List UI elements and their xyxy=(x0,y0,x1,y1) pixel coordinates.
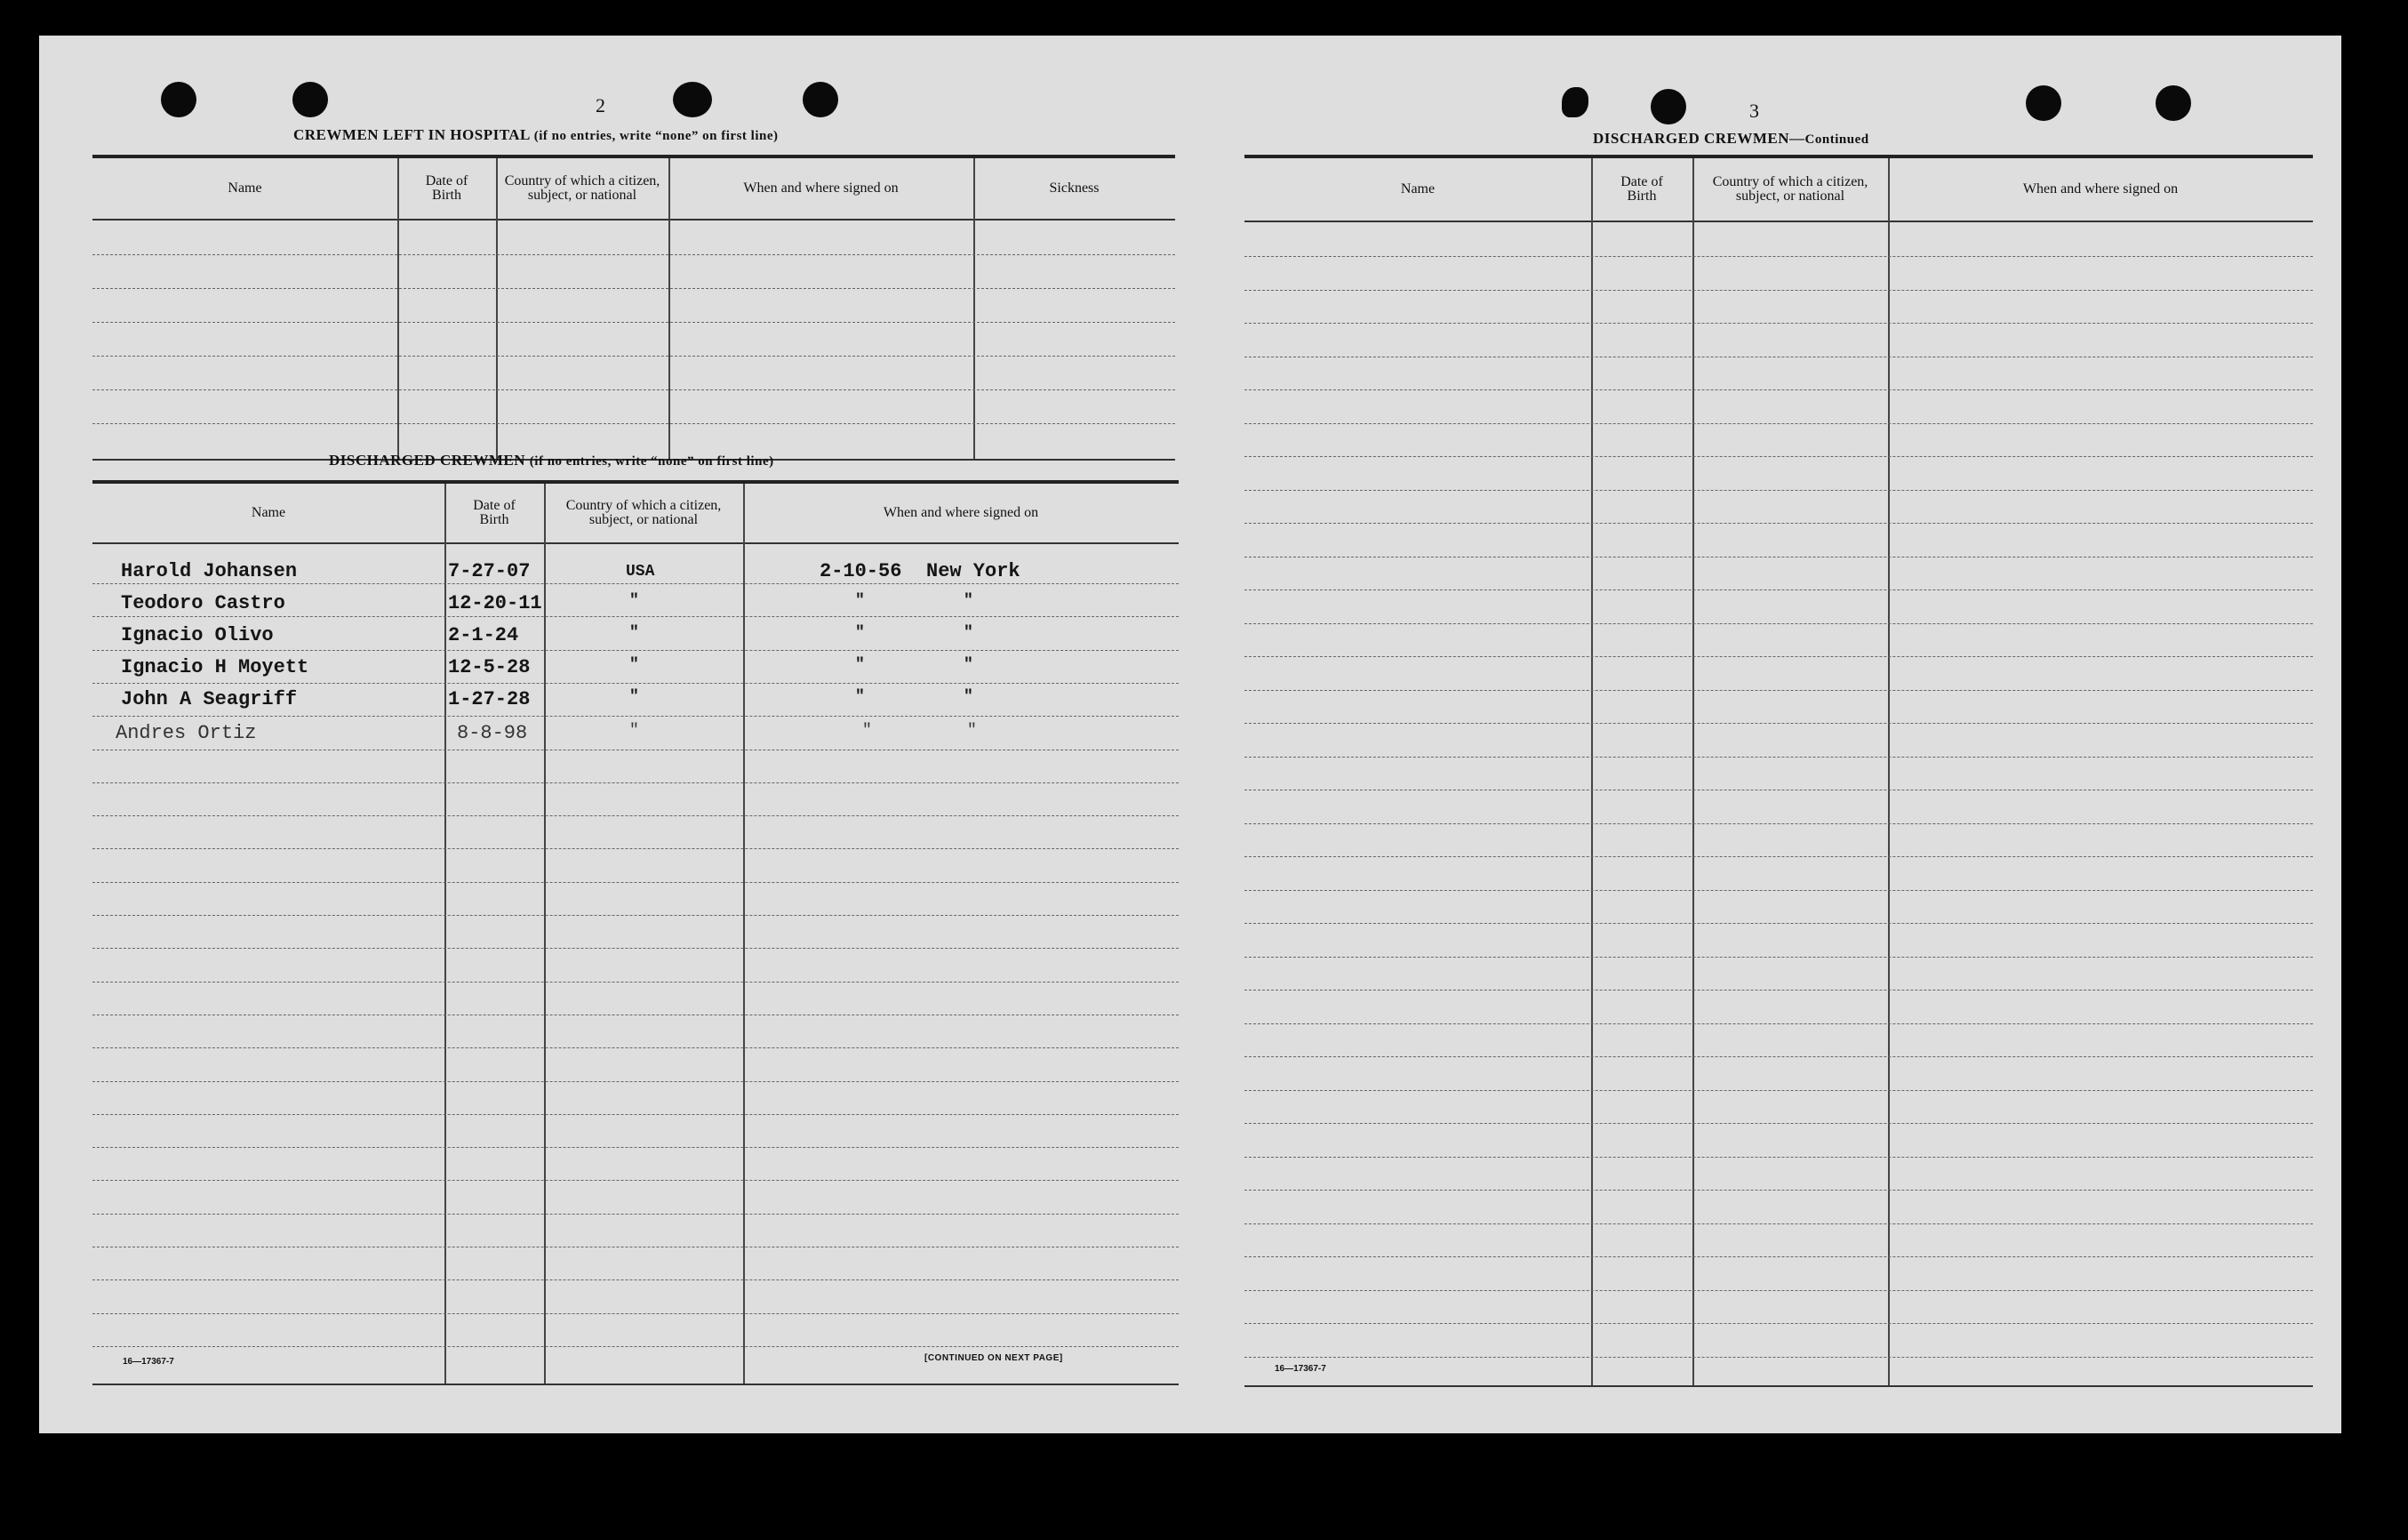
ruled-line xyxy=(92,982,1179,983)
crewman-name: Harold Johansen xyxy=(121,560,298,582)
crewman-country: " xyxy=(629,592,639,610)
ruled-line xyxy=(92,1114,1179,1115)
crewman-country: " xyxy=(629,688,639,706)
ruled-line xyxy=(1244,423,2313,424)
column-divider xyxy=(973,158,975,459)
ruled-line xyxy=(1244,1357,2313,1358)
ruled-line xyxy=(1244,290,2313,291)
ruled-line xyxy=(92,1214,1179,1215)
discharged-subtitle: (if no entries, write “none” on first line) xyxy=(529,454,774,469)
ruled-line xyxy=(92,948,1179,949)
page-number-left: 2 xyxy=(596,94,605,116)
table-bottom-rule xyxy=(92,1384,1179,1385)
ruled-line xyxy=(1244,1090,2313,1091)
ruled-line xyxy=(1244,990,2313,991)
column-divider xyxy=(544,484,546,1384)
discharged-table-header xyxy=(92,484,1179,544)
ruled-line xyxy=(1244,1223,2313,1224)
column-divider xyxy=(1888,158,1890,1385)
punch-hole xyxy=(1562,87,1588,117)
ruled-line xyxy=(92,423,1175,424)
crewman-name: Andres Ortiz xyxy=(116,722,257,744)
column-divider xyxy=(1692,158,1694,1385)
crewman-signed-date: " xyxy=(855,592,865,610)
ruled-line xyxy=(92,1081,1179,1082)
ruled-line xyxy=(1244,757,2313,758)
column-divider xyxy=(743,484,745,1384)
discharged-continued-title-text: DISCHARGED CREWMEN— xyxy=(1593,130,1805,147)
page-number-right: 3 xyxy=(1749,100,1759,122)
ruled-line xyxy=(92,915,1179,916)
discharged-continued-table xyxy=(1244,155,2313,1389)
header-country: Country of which a citizen, subject, or national xyxy=(1712,174,1868,204)
ruled-line xyxy=(92,583,1179,584)
crewman-signed-place: " xyxy=(964,624,973,642)
header-date-of-birth: Date of Birth xyxy=(1620,174,1663,204)
header-name: Name xyxy=(1400,181,1436,197)
ruled-line xyxy=(92,254,1175,255)
header-name: Name xyxy=(251,505,286,520)
ruled-line xyxy=(1244,823,2313,824)
crewman-country: " xyxy=(629,656,639,674)
hospital-table xyxy=(92,155,1175,462)
ruled-line xyxy=(1244,389,2313,390)
ruled-line xyxy=(1244,1023,2313,1024)
ruled-line xyxy=(92,782,1179,783)
column-divider xyxy=(1591,158,1593,1385)
ruled-line xyxy=(1244,1190,2313,1191)
column-divider xyxy=(668,158,670,459)
hospital-section-title xyxy=(293,126,779,144)
header-country: Country of which a citizen, subject, or national xyxy=(565,498,722,527)
crewman-signed-place: " xyxy=(967,722,977,740)
punch-hole xyxy=(292,82,328,117)
ruled-line xyxy=(92,1147,1179,1148)
crewman-dob: 2-1-24 xyxy=(448,624,519,646)
ruled-line xyxy=(1244,656,2313,657)
crewman-signed-date: " xyxy=(862,722,872,740)
crewman-dob: 12-20-11 xyxy=(448,592,542,614)
ruled-line xyxy=(92,1047,1179,1048)
ruled-line xyxy=(1244,490,2313,491)
column-divider xyxy=(496,158,498,459)
ruled-line xyxy=(92,616,1179,617)
header-country: Country of which a citizen, subject, or national xyxy=(504,173,660,203)
ruled-line xyxy=(92,650,1179,651)
discharged-table xyxy=(92,480,1179,1387)
header-signed-on: When and where signed on xyxy=(743,180,899,196)
crewman-signed-date: " xyxy=(855,624,865,642)
punch-hole xyxy=(1651,89,1686,124)
ruled-line xyxy=(92,716,1179,717)
ruled-line xyxy=(1244,1290,2313,1291)
discharged-title: DISCHARGED CREWMEN xyxy=(329,452,526,469)
ruled-line xyxy=(92,356,1175,357)
ruled-line xyxy=(1244,856,2313,857)
punch-hole xyxy=(803,82,838,117)
header-signed-on: When and where signed on xyxy=(883,505,1039,520)
column-divider xyxy=(397,158,399,459)
ruled-line xyxy=(92,1313,1179,1314)
ruled-line xyxy=(92,389,1175,390)
ruled-line xyxy=(1244,723,2313,724)
hospital-table-header xyxy=(92,158,1175,221)
discharged-continued-title xyxy=(1593,130,1869,148)
document-sheet xyxy=(39,36,2341,1433)
discharged-section-title xyxy=(329,452,774,469)
ruled-line xyxy=(1244,1256,2313,1257)
header-name: Name xyxy=(228,180,262,196)
crewman-country: " xyxy=(629,624,639,642)
crewman-dob: 1-27-28 xyxy=(448,688,531,710)
ruled-line xyxy=(92,1180,1179,1181)
ruled-line xyxy=(1244,1323,2313,1324)
crewman-signed-date: " xyxy=(855,656,865,674)
discharged-continued-header xyxy=(1244,158,2313,222)
crewman-signed-date: 2-10-56 xyxy=(820,560,902,582)
ruled-line xyxy=(1244,890,2313,891)
ruled-line xyxy=(92,1279,1179,1280)
form-number-right: 16—17367-7 xyxy=(1275,1364,1326,1374)
crewman-signed-place: " xyxy=(964,688,973,706)
header-signed-on: When and where signed on xyxy=(2022,181,2179,197)
punch-hole xyxy=(2026,85,2061,121)
crewman-dob: 12-5-28 xyxy=(448,656,531,678)
continued-label: Continued xyxy=(1804,132,1869,147)
ruled-line xyxy=(1244,256,2313,257)
ruled-line xyxy=(1244,456,2313,457)
continued-note: [CONTINUED ON NEXT PAGE] xyxy=(924,1353,1063,1363)
crewman-country: USA xyxy=(626,563,655,581)
table-bottom-rule xyxy=(1244,1385,2313,1387)
ruled-line xyxy=(1244,1123,2313,1124)
ruled-line xyxy=(92,683,1179,684)
ruled-line xyxy=(1244,923,2313,924)
crewman-name: Ignacio Olivo xyxy=(121,624,274,646)
form-number-left: 16—17367-7 xyxy=(123,1357,174,1367)
header-sickness: Sickness xyxy=(1049,180,1100,196)
ruled-line xyxy=(92,848,1179,849)
crewman-signed-place: " xyxy=(964,656,973,674)
hospital-subtitle: (if no entries, write “none” on first line) xyxy=(533,129,779,143)
crewman-name: Ignacio H Moyett xyxy=(121,656,309,678)
crewman-dob: 8-8-98 xyxy=(457,722,528,744)
ruled-line xyxy=(1244,690,2313,691)
punch-hole xyxy=(2156,85,2191,121)
hospital-title: CREWMEN LEFT IN HOSPITAL xyxy=(293,126,530,143)
ruled-line xyxy=(92,815,1179,816)
ruled-line xyxy=(1244,623,2313,624)
crewman-signed-date: " xyxy=(855,688,865,706)
ruled-line xyxy=(1244,957,2313,958)
header-date-of-birth: Date of Birth xyxy=(473,498,516,527)
crewman-signed-place: " xyxy=(964,592,973,610)
punch-hole xyxy=(673,82,712,117)
ruled-line xyxy=(1244,523,2313,524)
punch-hole xyxy=(161,82,196,117)
crewman-country: " xyxy=(629,722,639,740)
ruled-line xyxy=(92,322,1175,323)
crewman-name: John A Seagriff xyxy=(121,688,298,710)
ruled-line xyxy=(92,288,1175,289)
crewman-name: Teodoro Castro xyxy=(121,592,285,614)
ruled-line xyxy=(92,1346,1179,1347)
crewman-signed-place: New York xyxy=(926,560,1020,582)
ruled-line xyxy=(1244,1056,2313,1057)
ruled-line xyxy=(92,882,1179,883)
crewman-dob: 7-27-07 xyxy=(448,560,531,582)
column-divider xyxy=(444,484,446,1384)
ruled-line xyxy=(1244,323,2313,324)
header-date-of-birth: Date of Birth xyxy=(425,173,468,203)
ruled-line xyxy=(1244,1157,2313,1158)
